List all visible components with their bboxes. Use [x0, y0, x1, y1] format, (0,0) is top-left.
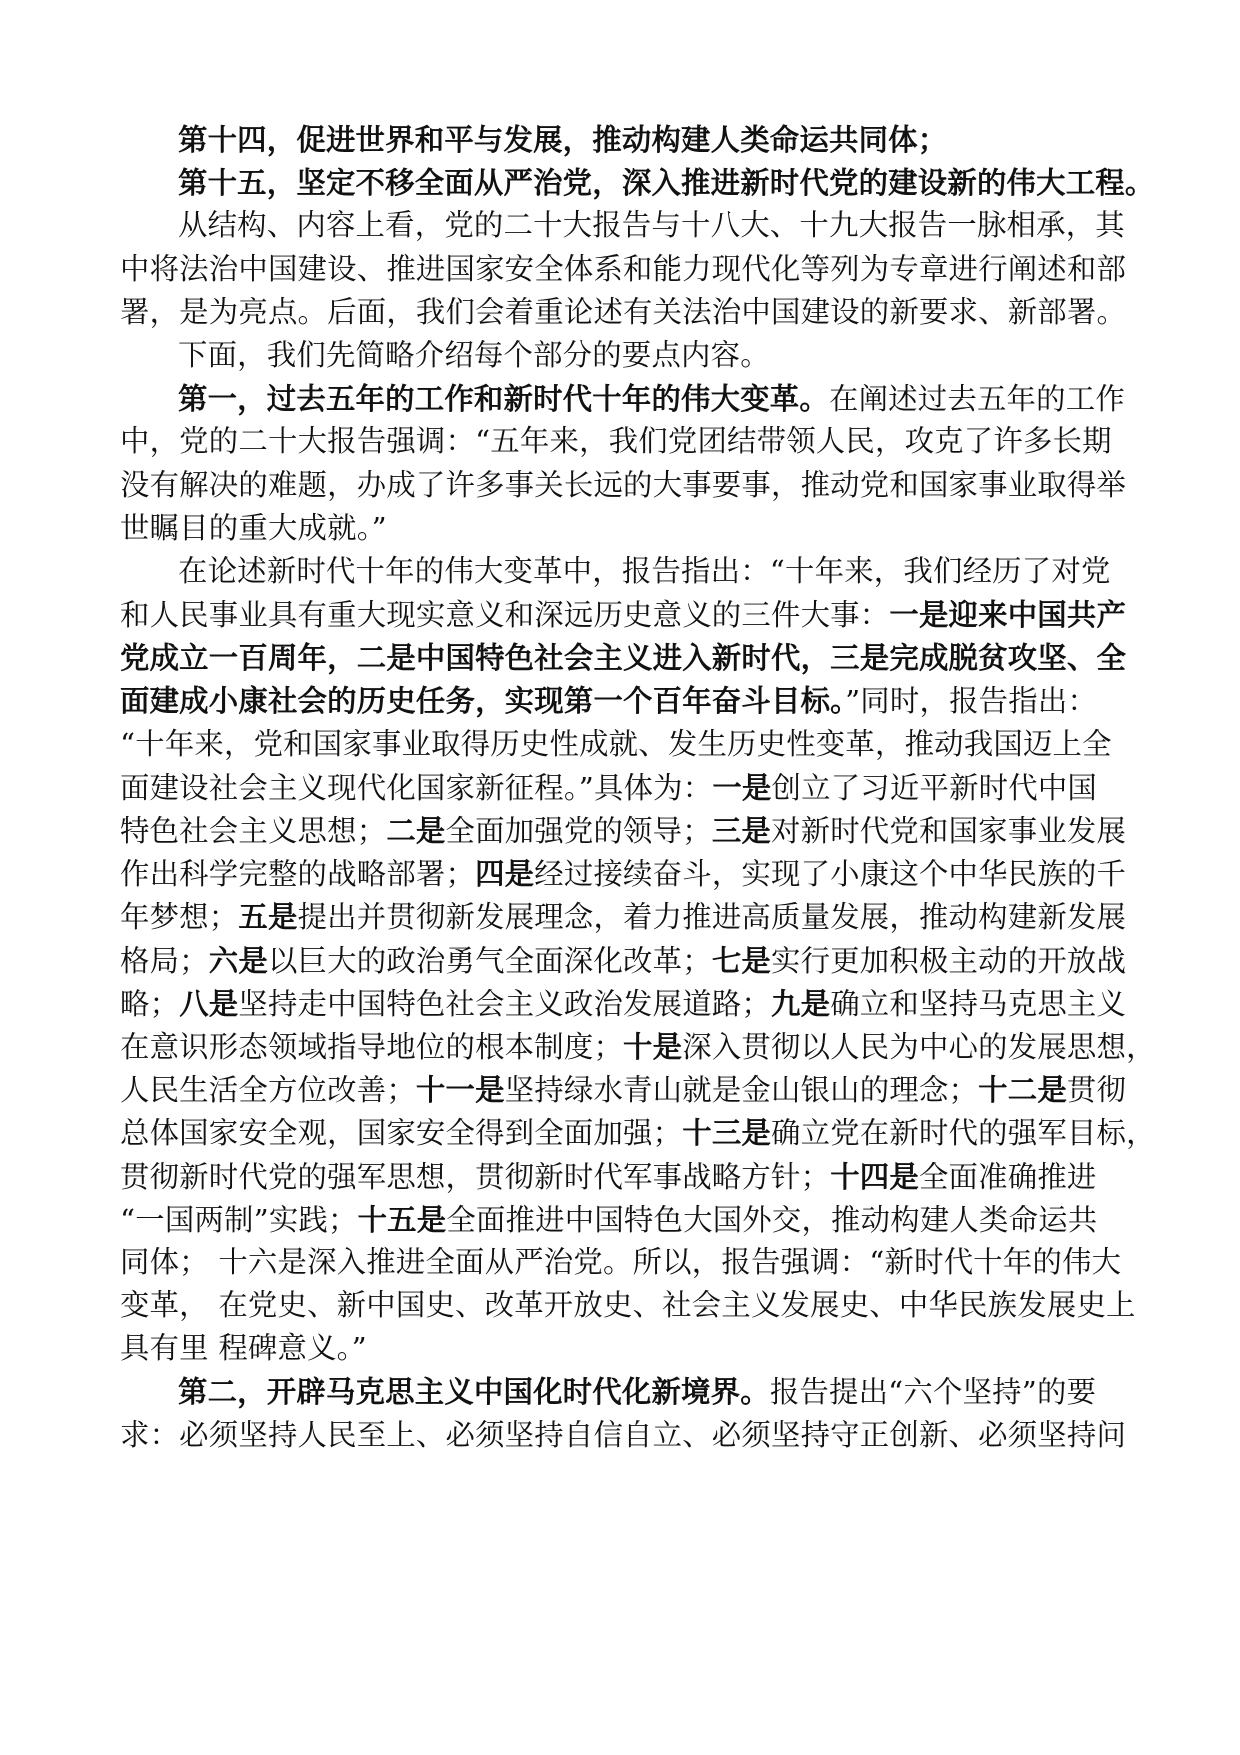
text-line [120, 550, 1124, 593]
bold-text-segment: 八是 [179, 985, 239, 1021]
bold-text-segment: 十一是 [415, 1072, 505, 1108]
text-segment: 确立和坚持马克思主义 [830, 986, 1127, 1021]
text-line [120, 291, 1127, 334]
bold-text-segment: 十二是 [978, 1072, 1067, 1108]
text-line [120, 1370, 1124, 1413]
bold-text-segment: 五是 [238, 899, 298, 935]
text-segment: 深入贯彻以人民为中心的发展思想， [682, 1029, 1156, 1064]
text-segment: 中，党的二十大报告强调：“五年来，我们党团结带领人民，攻克了许多长期 [120, 424, 1112, 459]
text-line [120, 679, 1124, 722]
text-line [120, 766, 1124, 809]
text-line [120, 420, 1124, 463]
bold-text-segment: 十三是 [682, 1115, 772, 1151]
text-segment: 变革， 在党史、新中国史、改革开放史、社会主义发展史、中华民族发展史上 [120, 1288, 1136, 1323]
text-segment: 报告提出“六个坚持”的要 [769, 1375, 1097, 1410]
text-segment: 和人民事业具有重大现实意义和深远历史意义的三件大事： [120, 598, 890, 633]
text-segment: “一国两制”实践； [120, 1202, 358, 1237]
text-segment: 同体； 十六是深入推进全面从严治党。所以，报告强调：“新时代十年的伟大 [120, 1244, 1122, 1279]
text-segment: 求：必须坚持人民至上、必须坚持自信自立、必须坚持守正创新、必须坚持问 [120, 1417, 1127, 1452]
document-page [120, 118, 1156, 1457]
text-segment: 贯彻新时代党的强军思想，贯彻新时代军事战略方针； [120, 1159, 831, 1194]
text-line [120, 852, 1127, 895]
text-line [120, 895, 1127, 938]
text-segment: 从结构、内容上看，党的二十大报告与十八大、十九大报告一脉相承，其 [178, 208, 1125, 243]
text-segment: 面建设社会主义现代化国家新征程。”具体为： [120, 770, 713, 805]
text-segment: 坚持绿水青山就是金山银山的理念； [504, 1073, 979, 1108]
text-segment: 全面推进中国特色大国外交，推动构建人类命运共 [446, 1202, 1098, 1237]
text-segment: 总体国家安全观，国家安全得到全面加强； [120, 1116, 683, 1151]
text-segment: 在论述新时代十年的伟大变革中，报告指出：“十年来，我们经历了对党 [178, 553, 1111, 588]
text-segment: 没有解决的难题，办成了许多事关长远的大事要事，推动党和国家事业取得举 [120, 467, 1127, 502]
text-segment: 以巨大的政治勇气全面深化改革； [267, 943, 712, 978]
text-segment: 在阐述过去五年的工作 [829, 382, 1125, 417]
text-line [120, 1025, 1156, 1068]
bold-text-segment: 第一，过去五年的工作和新时代十年的伟大变革。 [178, 381, 829, 417]
bold-text-segment: 三是 [711, 813, 772, 848]
text-segment: 确立党在新时代的强军目标， [771, 1116, 1156, 1151]
text-line [120, 507, 1124, 550]
text-line [120, 1155, 1124, 1198]
bold-text-segment: 九是 [771, 985, 831, 1021]
bold-text-segment: 第二，开辟马克思主义中国化时代化新境界。 [178, 1374, 770, 1410]
text-line [120, 1284, 1136, 1327]
text-segment: 全面准确推进 [918, 1159, 1097, 1194]
text-line [120, 593, 1127, 636]
bold-text-segment: 第十四，促进世界和平与发展，推动构建人类命运共同体； [178, 122, 948, 157]
text-line [120, 161, 1155, 204]
text-line [120, 939, 1127, 982]
text-line [120, 118, 1124, 161]
text-segment: 略； [120, 986, 180, 1021]
text-line [120, 982, 1127, 1025]
bold-text-segment: 二是 [386, 813, 446, 848]
text-segment: 具有里 程碑意义。” [120, 1331, 367, 1366]
text-line [120, 464, 1127, 507]
bold-text-segment: 十四是 [830, 1158, 919, 1194]
text-segment: 坚持走中国特色社会主义政治发展道路； [238, 986, 772, 1021]
text-line [120, 723, 1124, 766]
text-segment: 经过接续奋斗，实现了小康这个中华民族的千 [534, 857, 1127, 892]
text-segment: 作出科学完整的战略部署； [120, 857, 476, 892]
text-segment: “十年来，党和国家事业取得历史性成就、发生历史性变革，推动我国迈上全 [120, 726, 1112, 761]
text-line [120, 1111, 1156, 1154]
text-segment: 中将法治中国建设、推进国家安全体系和能力现代化等列为专章进行阐述和部 [120, 251, 1127, 286]
text-segment: 全面加强党的领导； [445, 814, 712, 848]
text-segment: 对新时代党和国家事业发展 [771, 814, 1127, 848]
text-line [120, 1068, 1127, 1111]
text-segment: 贯彻 [1066, 1073, 1127, 1108]
text-segment: 创立了习近平新时代中国 [771, 770, 1098, 805]
text-line [120, 377, 1124, 420]
text-line [120, 636, 1127, 679]
bold-text-segment: 一是迎来中国共产 [889, 597, 1127, 633]
text-segment: 格局； [120, 943, 209, 978]
text-segment: 实行更加积极主动的开放战 [771, 943, 1127, 978]
text-segment: 在意识形态领域指导地位的根本制度； [120, 1029, 624, 1064]
text-segment: ”同时，报告指出： [845, 684, 1098, 719]
text-line [120, 1198, 1124, 1241]
bold-text-segment: 六是 [208, 942, 268, 978]
text-segment: 提出并贯彻新发展理念，着力推进高质量发展，推动构建新发展 [297, 900, 1127, 935]
bold-text-segment: 第十五，坚定不移全面从严治党，深入推进新时代党的建设新的伟大工程。 [178, 165, 1155, 201]
text-line [120, 809, 1127, 852]
bold-text-segment: 十五是 [357, 1201, 447, 1237]
text-segment: 年梦想； [120, 900, 239, 935]
text-line [120, 204, 1124, 247]
text-line [120, 1241, 1124, 1284]
bold-text-segment: 一是 [712, 769, 772, 805]
text-segment: 特色社会主义思想； [120, 814, 387, 848]
bold-text-segment: 党成立一百周年，二是中国特色社会主义进入新时代，三是完成脱贫攻坚、全 [120, 640, 1127, 676]
bold-text-segment: 十是 [623, 1028, 683, 1064]
text-segment: 世瞩目的重大成就。” [120, 510, 387, 545]
bold-text-segment: 七是 [711, 942, 772, 978]
text-segment: 下面，我们先简略介绍每个部分的要点内容。 [178, 337, 770, 372]
text-line [120, 1327, 1124, 1370]
text-segment: 人民生活全方位改善； [120, 1073, 416, 1108]
bold-text-segment: 面建成小康社会的历史任务，实现第一个百年奋斗目标。 [120, 683, 846, 719]
text-segment: 署，是为亮点。后面，我们会着重论述有关法治中国建设的新要求、新部署。 [120, 294, 1127, 329]
text-line [120, 334, 1124, 377]
text-line [120, 248, 1127, 291]
text-line [120, 1414, 1127, 1457]
bold-text-segment: 四是 [475, 856, 535, 892]
